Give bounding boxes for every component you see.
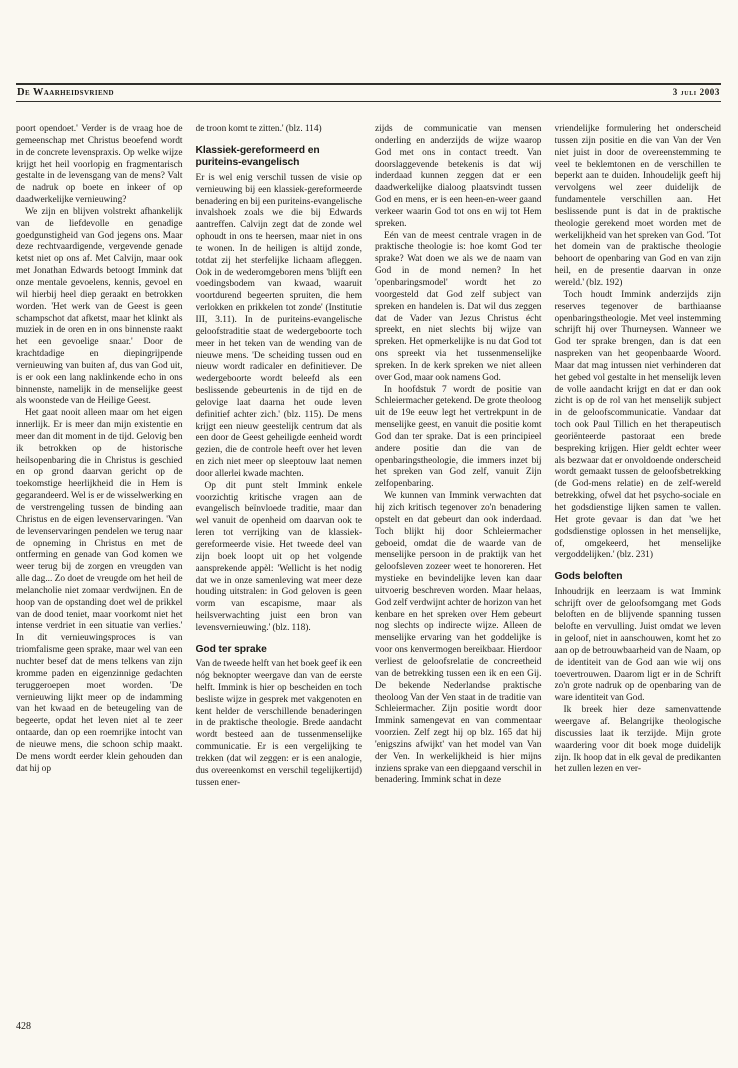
body-paragraph: Ik breek hier deze samenvattende weergave af. Belangrijke theologische discussies laat ik terzijde. Mijn grote waardering voor dit boek moge duidelijk zijn. Ik hoop dat in elk geval de predikanten het zullen lezen en ver- — [554, 705, 721, 775]
section-heading: Klassiek-gereformeerd en puriteins-evangelisch — [195, 144, 320, 169]
body-paragraph: Op dit punt stelt Immink enkele voorzichtig kritische vragen aan de evangelisch beïnvloede traditie, maar dan wel vanuit de openheid om daarvan ook te leren tot verrijking van de klassiek-gereformeerde visie. Het tweede deel van zijn boek loopt uit op het volgende aansprekende appèl: 'Wellicht is het nodig dat we in onze samenleving wat meer deze houding uitstralen: in God geloven is geen vorm van escapisme, maar als heilsverwachting juist een bron van levensvernieuwing.' (blz. 118). — [195, 480, 362, 633]
section-heading: God ter sprake — [195, 643, 267, 655]
body-paragraph: We zijn en blijven volstrekt afhankelijk van de liefdevolle en genadige goedgunstigheid van God jegens ons. Maar deze rechtvaardigende, vergevende genade ketst niet op ons af. Met Calvijn, maar ook met Jonathan Edwards betoogt Immink dat onze mentale gevoelens, kennis, gevoel en wil hierbij heel diep geraakt en betrokken worden. 'Het werk van de Geest is geen schampschot dat afketst, maar het klinkt als muziek in de oren en in ons binnenste raakt het een gevoelige snaar.' Door de krachtdadige en diepingrijpende vernieuwing van buiten af, dus van God uit, is er ook een lang naklinkende echo in ons binnenste, namelijk in de menselijke geest als woonstede van de Heilige Geest. — [16, 206, 183, 407]
body-paragraph: vriendelijke formulering het onderscheid tussen zijn positie en die van Van der Ven niet juist in door de overeenstemming te veel te beklemtonen en de verschillen te beperkt aan te duiden. Inhoudelijk geeft hij vervolgens wel zeer duidelijk de fundamentele verschillen aan. Het beslissende punt is dat in de praktische theologie gerekend moet worden met de werkelijkheid van het spreken van God. 'Tot het domein van de praktische theologie behoort de openbaring van God en van zijn heil, en de presentie daarvan in onze wereld.' (blz. 192) — [554, 124, 721, 288]
section-heading: Gods beloften — [554, 571, 623, 583]
body-paragraph: Van de tweede helft van het boek geef ik een nóg beknopter weergave dan van de eerste helft. Immink is hier op bescheiden en toch besliste wijze in gesprek met vakgenoten en kent helder de verschillende benaderingen in de praktische theologie. Brede aandacht wordt besteed aan de tussenmenselijke communicatie. Er is een vergelijking te trekken (dat wil zeggen: er is een analogie, dus overeenkomst en verschil tegelijkertijd) tussen ener- — [195, 659, 362, 788]
page-header — [16, 83, 721, 102]
body-paragraph: poort opendoet.' Verder is de vraag hoe de gemeenschap met Christus beoefend wordt in de concrete levenspraxis. Op welke wijze krijgt het heil voorlopig en fragmentarisch gestalte in de levensgang van de mens? Valt de nadruk op boete en inkeer of op daadwerkelijke vernieuwing? — [16, 124, 183, 206]
body-paragraph: Het gaat nooit alleen maar om het eigen innerlijk. Er is meer dan mijn existentie en meer dan dit moment in de tijd. Gelovig ben ik betrokken op de historische heilsopenbaring die in Christus is geschied en op grond daarvan gericht op de toekomstige heerlijkheid die in Hem is gegarandeerd. Wel is er de wisselwerking en de verstrengeling tussen de binding aan Christus en de eigen levenservaringen. 'Van de levenservaringen pendelen we terug naar de opneming in Christus en met de ontferming en genade van God komen we weer terug bij de zorgen en vreugden van alle dag... Zo doet de vreugde om het heil de melancholie niet zomaar verdwijnen. En de hoop van de opstanding doet wel de prikkel van de dood teniet, maar voorkomt niet het intense verdriet in een situatie van verlies.' In dit vernieuwingsproces is van triomfalisme geen sprake, maar wel van een nuchter besef dat de mens telkens van zijn kromme paden en eigenzinnige gedachten teruggeroepen moet worden. 'De vernieuwing lijkt meer op de indamming van het kwaad en de beteugeling van de begeerte, opdat het leven niet al te zeer ontaarde, dan op een roemrijke intocht van de nieuwe mens, die schoon schip maakt. De mens wordt eerder klein gehouden dan dat hij op — [16, 408, 183, 774]
article-columns — [16, 124, 721, 1042]
body-paragraph: Er is wel enig verschil tussen de visie op vernieuwing bij een klassiek-gereformeerde benadering en bij een puriteins-evangelische invalshoek zoals we die bij Edwards aantreffen. Calvijn zegt dat de zonde wel ophoudt in ons te heersen, maar niet in ons te wonen. In de heiligen is altijd zonde, totdat zij het sterfelijke lichaam afleggen. Ook in de wederomgeboren mens 'blijft een voedingsbodem van kwaad, waaruit voortdurend begeerten spruiten, die hem verlokken en prikkelen tot zonde' (Institutie III, 3.11). In de puriteins-evangelische geloofstraditie staat de wedergeboorte toch meer in het teken van de wending van de nieuwe mens. 'De scheiding tussen oud en nieuw wordt radicaler en definitiever. De wedergeboorte wordt beleefd als een beslissende gebeurtenis in de tijd en de gelovige laat daarna het oude leven definitief achter zich.' (blz. 115). De mens krijgt een nieuw geestelijk centrum dat als een door de Geest geheiligde eenheid wordt gezien, die de controle heeft over het leven en zich niet meer op sleeptouw laat nemen door allerlei kwade machten. — [195, 172, 362, 479]
body-paragraph: zijds de communicatie van mensen onderling en anderzijds de wijze waarop God met ons in contact treedt. Van doorslaggevende betekenis is dat wij inderdaad kunnen zeggen dat er een daadwerkelijke dialoog plaatsvindt tussen God en mens, er is een heen-en-weer gaand verkeer waarin God tot ons en wij tot Hem spreken. — [375, 124, 542, 229]
issue-date: 3 juli 2003 — [672, 87, 720, 97]
body-paragraph: Inhoudrijk en leerzaam is wat Immink schrijft over de geloofsomgang met Gods beloften en de blijvende spanning tussen belofte en vervulling. Juist omdat we leven in geloof, niet in aanschouwen, komt het zo aan op de betrouwbaarheid van de Naam, op de identiteit van de God aan wie wij ons toevertrouwen. Daarom ligt er in de Schrift zo'n grote nadruk op de openbaring van de ware identiteit van God. — [554, 586, 721, 704]
text-column-1 — [16, 124, 183, 1042]
text-column-2 — [196, 124, 363, 1042]
masthead-title: De Waarheidsvriend — [17, 87, 114, 98]
body-paragraph: Toch houdt Immink anderzijds zijn reserves tegenover de barthiaanse openbaringstheologie. Met veel instemming schrijft hij over Thurneysen. Wanneer we God ter sprake brengen, dan is dat een naspreken van het geopenbaarde Woord. Maar dat mag intussen niet verhinderen dat het gebed vol gestalte in het menselijk leven de volle aandacht krijgt en dat er dan ook zicht is op de rol van het menselijk subject in de geloofscommunicatie. Vandaar dat toch ook Paul Tillich en het therapeutisch georiënteerde pastoraat een brede bespreking krijgen. Hier geldt echter weer als bezwaar dat er onvoldoende onderscheid wordt gemaakt tussen de geloofsbetrekking (de God-mens relatie) en de zelf-wereld betrekking, ofwel dat het psycho-sociale en het godsdienstige lijken samen te vallen. Het grote gevaar is dan dat 'we het godsdienstige oplossen in het menselijke, of, omgekeerd, het menselijke vergoddelijken.' (blz. 231) — [554, 289, 721, 561]
page-number: 428 — [16, 1021, 31, 1032]
text-column-3 — [375, 124, 542, 1042]
text-column-4 — [555, 124, 722, 1042]
body-paragraph: In hoofdstuk 7 wordt de positie van Schleiermacher getekend. De grote theoloog uit de 19e eeuw legt het vertrekpunt in de menselijke geest, en vanuit die positie komt God dan ter sprake. Dat is een principieel andere positie dan die van de openbaringstheologie, die immers inzet bij het spreken van God zelf, vanuit Zijn zelfopenbaring. — [375, 384, 542, 490]
body-paragraph: We kunnen van Immink verwachten dat hij zich kritisch tegenover zo'n benadering opstelt en dat gebeurt dan ook inderdaad. Toch blijkt hij door Schleiermacher geboeid, omdat die de waarde van de menselijke persoon in de praktijk van het geloofsleven zozeer weet te honoreren. Het mystieke en bevindelijke leven kan daar uitvoerig beschreven worden. Maar helaas, God zelf verdwijnt achter de horizon van het kenbare en het spreken over Hem gebeurt nog slechts op indirecte wijze. Alleen de menselijke ervaring van het goddelijke is voor ons kenvermogen bereikbaar. Hierdoor verliest de geloofsrelatie de concreetheid van de betrekking tussen een ik en een Gij. De bekende Nederlandse praktische theoloog Van der Ven staat in de traditie van Schleiermacher. Zijn positie wordt door Immink samengevat en van commentaar voorzien. Zelf zegt hij op blz. 165 dat hij 'enigszins afwijkt' van het model van Van der Ven. In werkelijkheid is hier mijns inziens sprake van een diepgaand verschil in benadering. Immink schat in deze — [375, 491, 542, 786]
body-paragraph: de troon komt te zitten.' (blz. 114) — [195, 124, 322, 134]
body-paragraph: Eén van de meest centrale vragen in de praktische theologie is: hoe komt God ter sprake? Wat doen we als we de naam van God in de mond nemen? In het 'openbaringsmodel' wordt het zo voorgesteld dat God zelf subject van spreken en handelen is. Dat wil dus zeggen dat de Vader van Jezus Christus écht spreekt, en niet slechts bij wijze van spreken. Het opmerkelijke is nu dat God tot ons spreekt via het tussenmenselijke spreken. In de kerk spreken we niet alleen over God, maar ook namens God. — [375, 230, 542, 383]
